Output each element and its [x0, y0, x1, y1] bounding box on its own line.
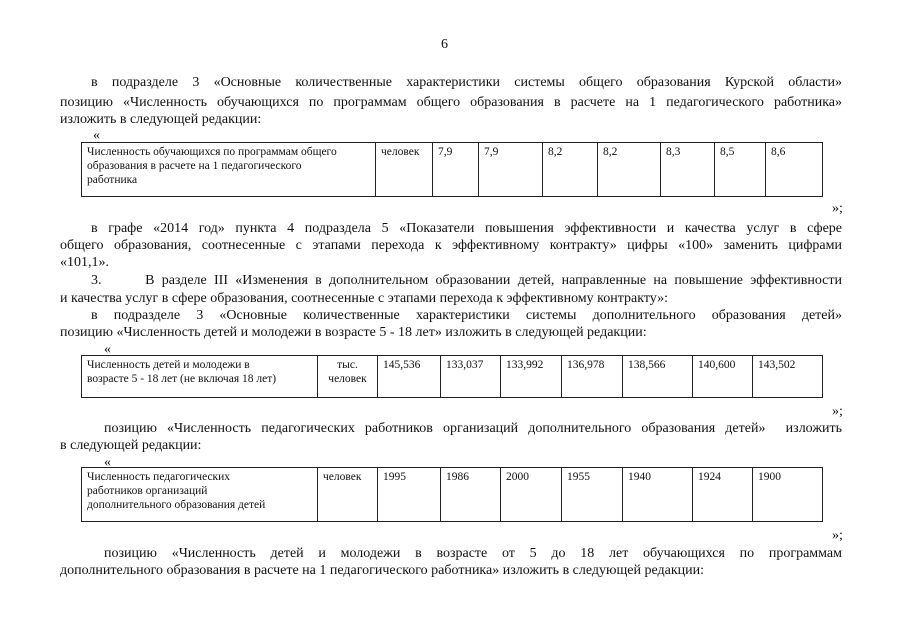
table3-value-cell: 1995	[378, 468, 441, 522]
table1-open-quote: «	[93, 128, 100, 143]
table1-value-cell: 7,9	[433, 143, 479, 197]
table3-value-cell: 2000	[501, 468, 562, 522]
para1-line3: изложить в следующей редакции:	[60, 112, 262, 127]
table3-open-quote: «	[104, 455, 111, 470]
table2-value-cell: 133,992	[501, 356, 562, 398]
table2-label-cell	[82, 356, 318, 398]
para1-line1: в подразделе 3 «Основные количественные характеристики системы общего образования Курской области»	[91, 75, 842, 90]
table3-value-cell: 1900	[753, 468, 823, 522]
page-number: 6	[441, 37, 448, 52]
table2-unit-line: человек	[328, 373, 367, 385]
table3-label-cell	[82, 468, 318, 522]
para2-line1: в графе «2014 год» пункта 4 подраздела 5 «Показатели повышения эффективности и качества услуг в сфере	[91, 221, 842, 236]
table3-unit-cell: человек	[318, 468, 378, 522]
table3-label-line: Численность педагогических	[87, 471, 231, 483]
table2-value-cell: 133,037	[441, 356, 501, 398]
table2-value-cell: 140,600	[693, 356, 753, 398]
para5-line1: позицию «Численность педагогических работников организаций дополнительного образования детей» изложить	[104, 421, 842, 436]
para3-line2: и качества услуг в сфере образования, соотнесенные с этапами перехода к эффективному контракту»:	[60, 291, 669, 306]
table3	[81, 467, 823, 522]
table2-value-cell: 143,502	[753, 356, 823, 398]
table2-label-line: возрасте 5 - 18 лет (не включая 18 лет)	[87, 373, 277, 385]
table1-value-cell: 8,3	[661, 143, 715, 197]
table1	[81, 142, 823, 197]
table3-label-line: дополнительного образования детей	[87, 499, 266, 511]
table3-value-cell: 1955	[562, 468, 623, 522]
table1-row	[82, 143, 823, 197]
table1-value-cell: 8,2	[543, 143, 598, 197]
table2	[81, 355, 823, 398]
para2-line3: «101,1».	[60, 255, 109, 270]
table2-close-quote: »;	[832, 404, 843, 419]
table3-value-cell: 1986	[441, 468, 501, 522]
para3-line1: 3. В разделе III «Изменения в дополнительном образовании детей, направленные на повышение эффективности	[91, 273, 842, 288]
table2-value-cell: 145,536	[378, 356, 441, 398]
para5-line2: в следующей редакции:	[60, 438, 202, 453]
table1-value-cell: 8,5	[715, 143, 766, 197]
table3-row	[82, 468, 823, 522]
table1-label-line: работника	[87, 174, 138, 186]
table3-value-cell: 1924	[693, 468, 753, 522]
table2-value-cell: 136,978	[562, 356, 623, 398]
table1-label-line: Численность обучающихся по программам общего	[87, 146, 337, 158]
table3-close-quote: »;	[832, 528, 843, 543]
table1-label-cell	[82, 143, 376, 197]
table1-unit-cell: человек	[376, 143, 433, 197]
table1-label-line: образования в расчете на 1 педагогического	[87, 160, 302, 172]
table3-value-cell: 1940	[623, 468, 693, 522]
table1-value-cell: 7,9	[479, 143, 543, 197]
table2-open-quote: «	[104, 342, 111, 357]
table2-value-cell: 138,566	[623, 356, 693, 398]
table1-value-cell: 8,2	[598, 143, 661, 197]
para4-line2: позицию «Численность детей и молодежи в возрасте 5 - 18 лет» изложить в следующей редакции:	[60, 325, 647, 340]
para4-line1: в подразделе 3 «Основные количественные характеристики системы дополнительного образования детей»	[91, 308, 842, 323]
para1-line2: позицию «Численность обучающихся по программам общего образования в расчете на 1 педагогического работника»	[60, 95, 842, 110]
table2-unit-line: тыс.	[337, 359, 358, 371]
para6-line2: дополнительного образования в расчете на 1 педагогического работника» изложить в следующей редакции:	[60, 563, 705, 578]
para2-line2: общего образования, соотнесенные с этапами перехода к эффективному контракту» цифры «100» заменить цифрами	[60, 238, 842, 253]
table1-value-cell: 8,6	[766, 143, 823, 197]
table2-label-line: Численность детей и молодежи в	[87, 359, 250, 371]
table2-unit-cell	[318, 356, 378, 398]
para6-line1: позицию «Численность детей и молодежи в возрасте от 5 до 18 лет обучающихся по программам	[104, 546, 842, 561]
table2-row	[82, 356, 823, 398]
table1-close-quote: »;	[832, 201, 843, 216]
table3-label-line: работников организаций	[87, 485, 208, 497]
